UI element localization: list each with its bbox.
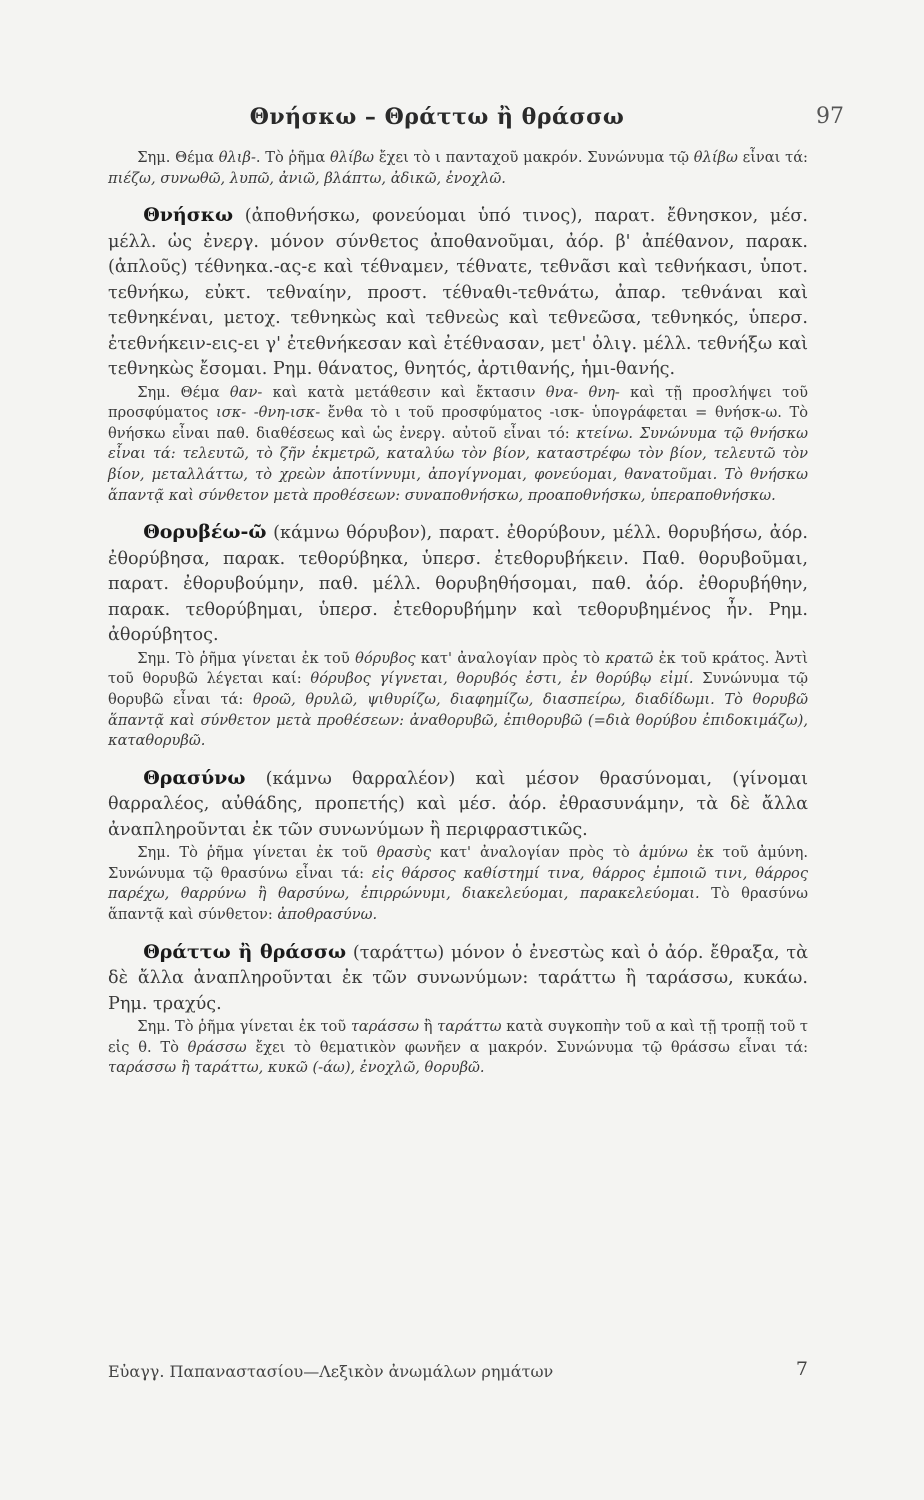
- note-stem: ταράσσω: [350, 1018, 420, 1036]
- note-lead: Σημ. Θέμα: [137, 149, 219, 166]
- running-header: [100, 104, 844, 140]
- note-text: ἐκ τοῦ ἀμύνη. Συνώνυμα τῷ θρασύνω εἶναι τά:: [108, 844, 808, 882]
- note-verb: ισκ- -θνη-ισκ-: [215, 404, 321, 422]
- entry-note: [108, 1017, 808, 1079]
- headword: Θρασύνω: [143, 766, 246, 789]
- entry-text: (ἀποθνήσκω, φονεύομαι ὑπό τινος), παρατ. ἔθνησκον, μέσ. μέλλ. ὡς ἐνεργ. μόνον σύνθετος ἀποθανοῦμαι, ἀόρ. β' ἀπέθανον, παρακ. (ἁπλοῦς) τέθνηκα.-ας-ε καὶ τέθναμεν, τέθνατε, τεθνᾶσι καὶ τεθνήκασι, ὑποτ. τεθνήκω, εὐκτ. τεθναίην, προστ. τέθναθι-τεθνάτω, ἀπαρ. τεθνάναι καὶ τεθνηκέναι, μετοχ. τεθνηκὼς καὶ τεθνεὼς καὶ τεθνεῶσα, τεθνηκός, ὑπερσ. ἐτεθνήκειν-εις-ει γ' ἐτεθνήκεσαν καὶ ἐτέθνασαν, μετ' ὀλιγ. μέλλ. τεθνήξω καὶ τεθνηκὼς ἔσομαι. Ρημ. θάνατος, θνητός, ἀρτιθανής, ἡμι-θανής.: [108, 206, 808, 380]
- note-text: καὶ τῇ προσλήψει τοῦ προσφύματος: [108, 383, 808, 422]
- note-synonyms: θροῶ, θρυλῶ, ψιθυρίζω, διαφημίζω, διασπείρω, διαδίδωμι. Τὸ θορυβῶ ἅπαντᾷ καὶ σύνθετον μετὰ προθέσεων: ἀναθορυβῶ, ἐπιθορυβῶ (=διὰ θορύβου ἐπιδοκιμάζω), καταθορυβῶ.: [108, 690, 808, 750]
- dictionary-entry: [108, 940, 808, 1079]
- note-text: ἔχει τὸ ι πανταχοῦ μακρόν. Συνώνυμα τῷ: [374, 149, 694, 166]
- page-footer: [108, 1358, 808, 1392]
- note-text: κατ' ἀναλογίαν πρὸς τὸ: [415, 649, 606, 667]
- headword: Θνήσκω: [143, 204, 234, 227]
- entry-text: (κάμνω θόρυβον), παρατ. ἐθορύβουν, μέλλ. θορυβήσω, ἀόρ. ἐθορύβησα, παρακ. τεθορύβηκα, ὑπερσ. ἐτεθορυβήκειν. Παθ. θορυβοῦμαι, παρατ. ἐθορυβούμην, παθ. μέλλ. θορυβηθήσομαι, παθ. ἀόρ. ἐθορυβήθην, παρακ. τεθορύβημαι, ὑπερσ. ἐτεθορυβήμην καὶ τεθορυβημένος ἦν. Ρημ. ἀθορύβητος.: [108, 523, 808, 646]
- dictionary-entry: [108, 148, 808, 189]
- note-text: . Τὸ ῥῆμα: [255, 149, 330, 166]
- note-stem: θλιβ-: [218, 149, 256, 166]
- note-lead: Σημ. Τὸ ῥῆμα γίνεται ἐκ τοῦ: [137, 844, 377, 862]
- note-text: Τὸ θρασύνω ἅπαντᾷ καὶ σύνθετον:: [108, 885, 808, 923]
- entry-text: (κάμνω θαρραλέον) καὶ μέσον θρασύνομαι, (γίνομαι θαρραλέος, αὐθάδης, προπετής) καὶ μέσ. ἀόρ. ἐθρασυνάμην, τὰ δὲ ἄλλα ἀναπληροῦνται ἐκ τῶν συνωνύμων ἢ περιφραστικῶς.: [108, 768, 808, 840]
- page-number: 97: [816, 104, 844, 129]
- page-title: Θνήσκω – Θράττω ἢ θράσσω: [249, 104, 625, 130]
- entry-note: [108, 383, 808, 507]
- footer-text: Εὐαγγ. Παπαναστασίου—Λεξικὸν ἀνωμάλων ρημάτων: [108, 1362, 554, 1381]
- note-verb: εἰς θάρσος καθίστημί τινα, θάρρος ἐμποιῶ τινι, θάρρος παρέχω, θαρρύνω ἢ θαρσύνω, ἐπιρρώνυμι, διακελεύομαι, παρακελεύομαι.: [108, 864, 808, 903]
- note-verb: ἀμύνω: [638, 844, 688, 862]
- entry-note: [108, 843, 808, 925]
- page-body: [108, 148, 808, 1093]
- note-text: καὶ κατὰ μετάθεσιν καὶ ἔκτασιν: [262, 383, 546, 401]
- note-lead: Σημ. Τὸ ῥῆμα γίνεται ἐκ τοῦ: [137, 1018, 351, 1036]
- note-lead: Σημ. Θέμα: [137, 383, 230, 401]
- note-text: εἶναι τά:: [737, 149, 808, 166]
- dictionary-entry: [108, 203, 808, 506]
- entry-note: [108, 649, 808, 752]
- entry-body: [108, 520, 808, 649]
- note-text: Συνώνυμα τῷ θορυβῶ εἶναι τά:: [108, 670, 809, 708]
- note-text: ἔχει τὸ θεματικὸν φωνῆεν α μακρόν. Συνώνυμα τῷ θράσσω εἶναι τά:: [246, 1038, 808, 1056]
- entry-body: [108, 203, 808, 383]
- note-verb: θλίβω: [693, 149, 738, 166]
- dictionary-entry: [108, 520, 808, 751]
- note-verb: θλίβω: [329, 149, 375, 166]
- dictionary-entry: [108, 766, 808, 926]
- note-verb: θνα- θνη-: [545, 383, 620, 401]
- headword: Θορυβέω-ῶ: [143, 521, 267, 544]
- entry-text: (ταράττω) μόνον ὁ ἐνεστὼς καὶ ὁ ἀόρ. ἔθραξα, τὰ δὲ ἄλλα ἀναπληροῦνται ἐκ τῶν συνωνύμων: ταράττω ἢ ταράσσω, κυκάω. Ρημ. τραχύς.: [108, 942, 808, 1014]
- note-synonyms: πιέζω, συνωθῶ, λυπῶ, ἀνιῶ, βλάπτω, ἀδικῶ, ἐνοχλῶ.: [108, 169, 506, 187]
- note-text: ἢ: [419, 1018, 438, 1036]
- note-text: κατὰ συγκοπὴν τοῦ α καὶ τῇ τροπῇ τοῦ τ εἰς θ. Τὸ: [108, 1018, 808, 1056]
- headword: Θράττω ἢ θράσσω: [143, 940, 347, 963]
- entry-body: [108, 766, 808, 844]
- entry-body: [108, 940, 808, 1018]
- note-synonyms: ἀποθρασύνω.: [277, 906, 378, 923]
- note-stem: θαν-: [229, 383, 263, 401]
- note-stem: θρασὺς: [376, 844, 431, 862]
- note-text: ἔνθα τὸ ι τοῦ προσφύματος -ισκ- ὑπογράφεται = θνήσκ-ω. Τὸ θνήσκω εἶναι παθ. διαθέσεως καὶ ὡς ἐνεργ. αὐτοῦ εἶναι τό:: [108, 404, 808, 442]
- note-stem: θόρυβος: [355, 649, 416, 667]
- note-lead: Σημ. Τὸ ῥῆμα γίνεται ἐκ τοῦ: [137, 649, 356, 667]
- entry-note: [108, 148, 808, 189]
- note-text: κατ' ἀναλογίαν πρὸς τὸ: [431, 844, 639, 862]
- note-verb: ταράττω: [437, 1018, 502, 1036]
- signature-number: 7: [795, 1358, 808, 1380]
- note-verb: θράσσω: [187, 1038, 247, 1056]
- note-text: ἐκ τοῦ κράτος. Ἀντὶ τοῦ θορυβῶ λέγεται καί:: [108, 649, 808, 688]
- note-verb: κρατῶ: [605, 649, 654, 667]
- note-verb: θόρυβος γίγνεται, θορυβός ἐστι, ἐν θορύβῳ εἰμί.: [310, 670, 694, 688]
- note-synonyms: κτείνω. Συνώνυμα τῷ θνήσκω εἶναι τά: τελευτῶ, τὸ ζῆν ἐκμετρῶ, καταλύω τὸν βίον, καταστρέφω τὸν βίον, τελευτῶ τὸν βίον, μεταλλάττω, τὸ χρεὼν ἀποτίννυμι, ἀπογίγνομαι, φονεύομαι, θανατοῦμαι. Τὸ θνήσκω ἅπαντᾷ καὶ σύνθετον μετὰ προθέσεων: συναποθνήσκω, προαποθνήσκω, ὑπεραποθνήσκω.: [108, 424, 808, 504]
- note-synonyms: ταράσσω ἢ ταράττω, κυκῶ (-άω), ἐνοχλῶ, θορυβῶ.: [108, 1059, 485, 1077]
